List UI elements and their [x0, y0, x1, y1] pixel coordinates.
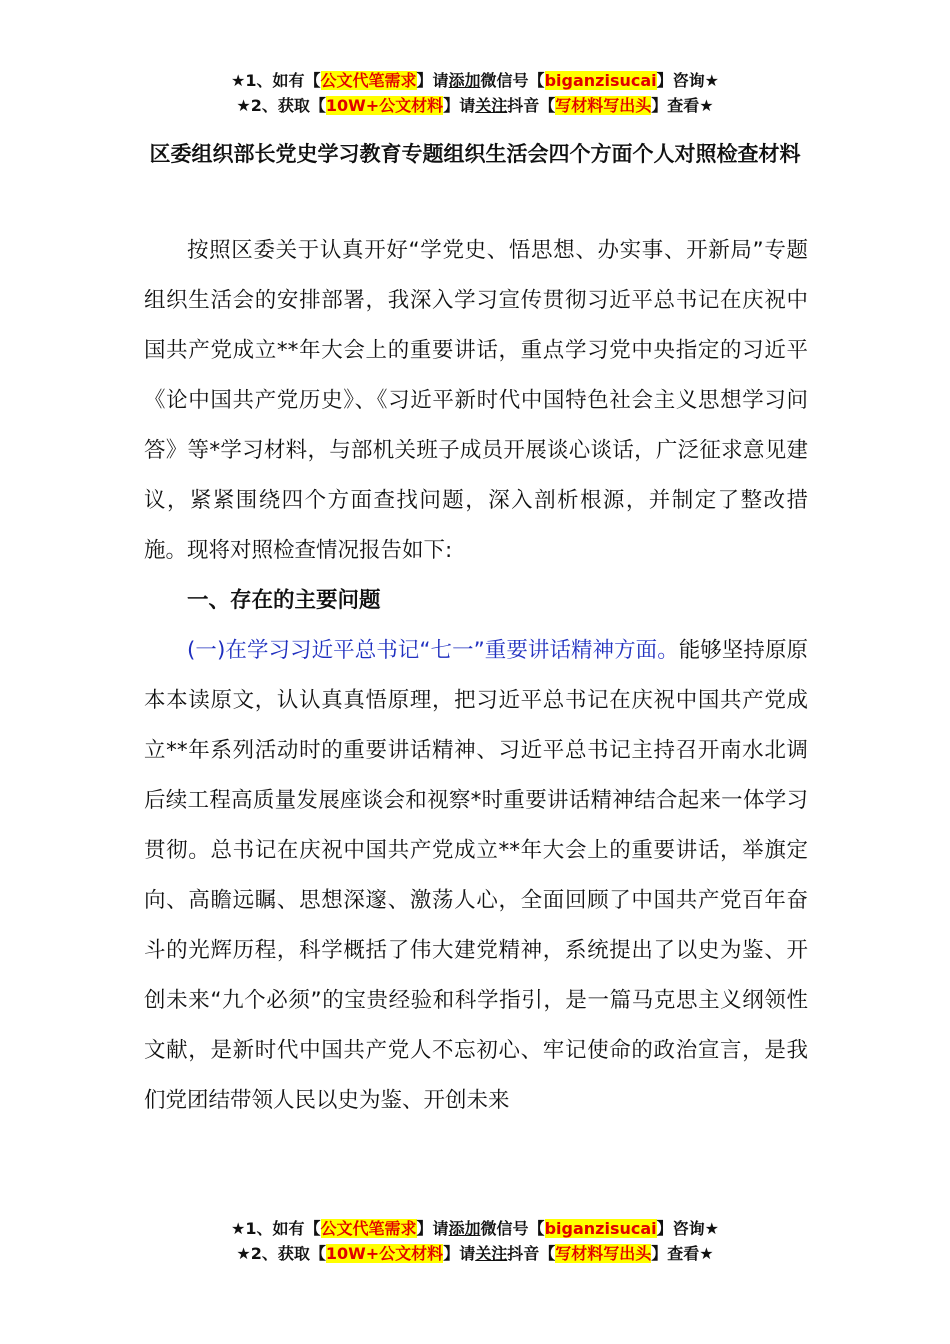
banner-text: 抖音【 [507, 96, 556, 115]
banner-highlight: 公文代笔需求 [320, 71, 417, 90]
banner-text: 微信号【 [480, 1219, 545, 1238]
banner-text: 】咨询★ [656, 1219, 719, 1238]
banner-underline: 关注 [475, 1244, 508, 1263]
banner-text: ★1、如有【 [231, 71, 321, 90]
document-body [144, 226, 808, 1126]
banner-highlight: 写材料写出头 [555, 1244, 652, 1263]
subheading: (一)在学习习近平总书记“七一”重要讲话精神方面。 [187, 638, 679, 663]
banner-text: ★1、如有【 [231, 1219, 321, 1238]
sub-paragraph [144, 626, 808, 1126]
banner-highlight: 写材料写出头 [555, 96, 652, 115]
banner-underline: 关注 [475, 96, 508, 115]
banner-line-1 [0, 1216, 950, 1241]
bottom-banner [0, 1216, 950, 1266]
intro-paragraph: 按照区委关于认真开好“学党史、悟思想、办实事、开新局”专题组织生活会的安排部署，我深入学习宣传贯彻习近平总书记在庆祝中国共产党成立**年大会上的重要讲话，重点学习党中央指定的习近平《论中国共产党历史》、《习近平新时代中国特色社会主义思想学习问答》等*学习材料，与部机关班子成员开展谈心谈话，广泛征求意见建议，紧紧围绕四个方面查找问题，深入剖析根源，并制定了整改措施。现将对照检查情况报告如下: [144, 238, 808, 563]
banner-text: 微信号【 [480, 71, 545, 90]
section-heading: 一、存在的主要问题 [187, 588, 381, 613]
banner-text: 】请 [443, 96, 476, 115]
banner-text: 】请 [416, 1219, 449, 1238]
banner-highlight: biganzisucai [544, 71, 657, 90]
banner-underline: 添加 [448, 1219, 481, 1238]
banner-highlight: biganzisucai [544, 1219, 657, 1238]
banner-highlight: 10W+公文材料 [325, 96, 444, 115]
banner-text: 抖音【 [507, 1244, 556, 1263]
banner-highlight: 公文代笔需求 [320, 1219, 417, 1238]
banner-text: ★2、获取【 [236, 96, 326, 115]
banner-underline: 添加 [448, 71, 481, 90]
banner-text: 】查看★ [651, 96, 714, 115]
banner-line-1 [0, 68, 950, 93]
banner-line-2 [0, 1241, 950, 1266]
document-title: 区委组织部长党史学习教育专题组织生活会四个方面个人对照检查材料 [149, 142, 801, 166]
banner-text: 】请 [443, 1244, 476, 1263]
banner-highlight: 10W+公文材料 [325, 1244, 444, 1263]
banner-text: 】请 [416, 71, 449, 90]
banner-text: 】查看★ [651, 1244, 714, 1263]
sub-paragraph-body: 能够坚持原原本本读原文，认认真真悟原理，把习近平总书记在庆祝中国共产党成立**年系列活动时的重要讲话精神、习近平总书记主持召开南水北调后续工程高质量发展座谈会和视察*时重要讲话精神结合起来一体学习贯彻。总书记在庆祝中国共产党成立**年大会上的重要讲话，举旗定向、高瞻远瞩、思想深邃、激荡人心，全面回顾了中国共产党百年奋斗的光辉历程，科学概括了伟大建党精神，系统提出了以史为鉴、开创未来“九个必须”的宝贵经验和科学指引，是一篇马克思主义纲领性文献，是新时代中国共产党人不忘初心、牢记使命的政治宣言，是我们党团结带领人民以史为鉴、开创未来 [144, 638, 808, 1113]
banner-text: ★2、获取【 [236, 1244, 326, 1263]
top-banner [0, 68, 950, 118]
banner-line-2 [0, 93, 950, 118]
banner-text: 】咨询★ [656, 71, 719, 90]
